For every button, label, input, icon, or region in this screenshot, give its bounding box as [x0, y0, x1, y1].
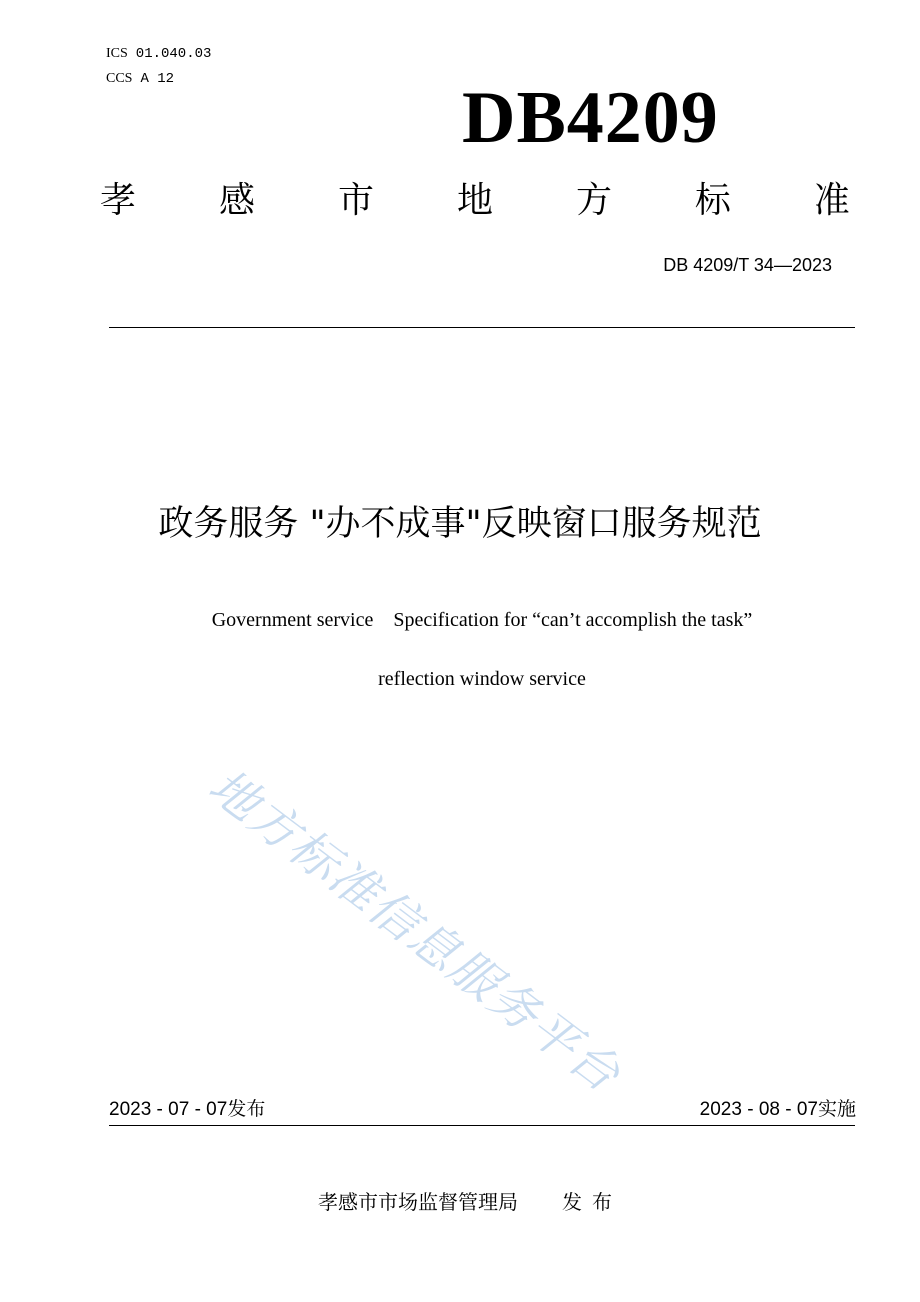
ccs-label: CCS: [106, 71, 133, 86]
standard-type-char: 感: [218, 180, 255, 221]
release-date-value: 2023 - 07 - 07: [109, 1099, 228, 1120]
standard-type-char: 标: [694, 180, 731, 221]
bottom-divider: [109, 1125, 855, 1126]
standard-type: [100, 180, 850, 222]
ics-code: [106, 44, 211, 63]
ics-label: ICS: [106, 46, 128, 61]
standard-code: DB4209: [462, 77, 719, 159]
standard-type-char: 孝: [100, 180, 137, 221]
standard-type-char: 地: [456, 180, 493, 221]
standard-type-char: 方: [575, 180, 612, 221]
implementation-label: 实施: [817, 1098, 856, 1120]
implementation-date: [700, 1097, 856, 1122]
ccs-value: A 12: [140, 71, 175, 87]
title-english-line1: Government service Specification for “can’t accomplish the task”: [211, 609, 753, 631]
release-label: 发布: [227, 1098, 266, 1120]
watermark-text: 地方标准信息服务平台: [198, 758, 632, 1104]
publisher-action: 发布: [562, 1190, 622, 1214]
title-english-line2: reflection window service: [378, 668, 586, 690]
implementation-date-value: 2023 - 08 - 07: [699, 1099, 818, 1120]
title-chinese: 政务服务 "办不成事"反映窗口服务规范: [158, 504, 762, 544]
standard-type-char: 市: [337, 180, 374, 221]
publisher-name: 孝感市市场监督管理局: [318, 1190, 518, 1214]
standard-number: DB 4209/T 34—2023: [663, 255, 832, 275]
release-date: [109, 1097, 265, 1122]
publisher: [0, 1189, 920, 1215]
ccs-code: [106, 69, 174, 88]
ics-value: 01.040.03: [135, 46, 212, 62]
standard-type-char: 准: [813, 180, 850, 221]
top-divider: [109, 327, 855, 328]
